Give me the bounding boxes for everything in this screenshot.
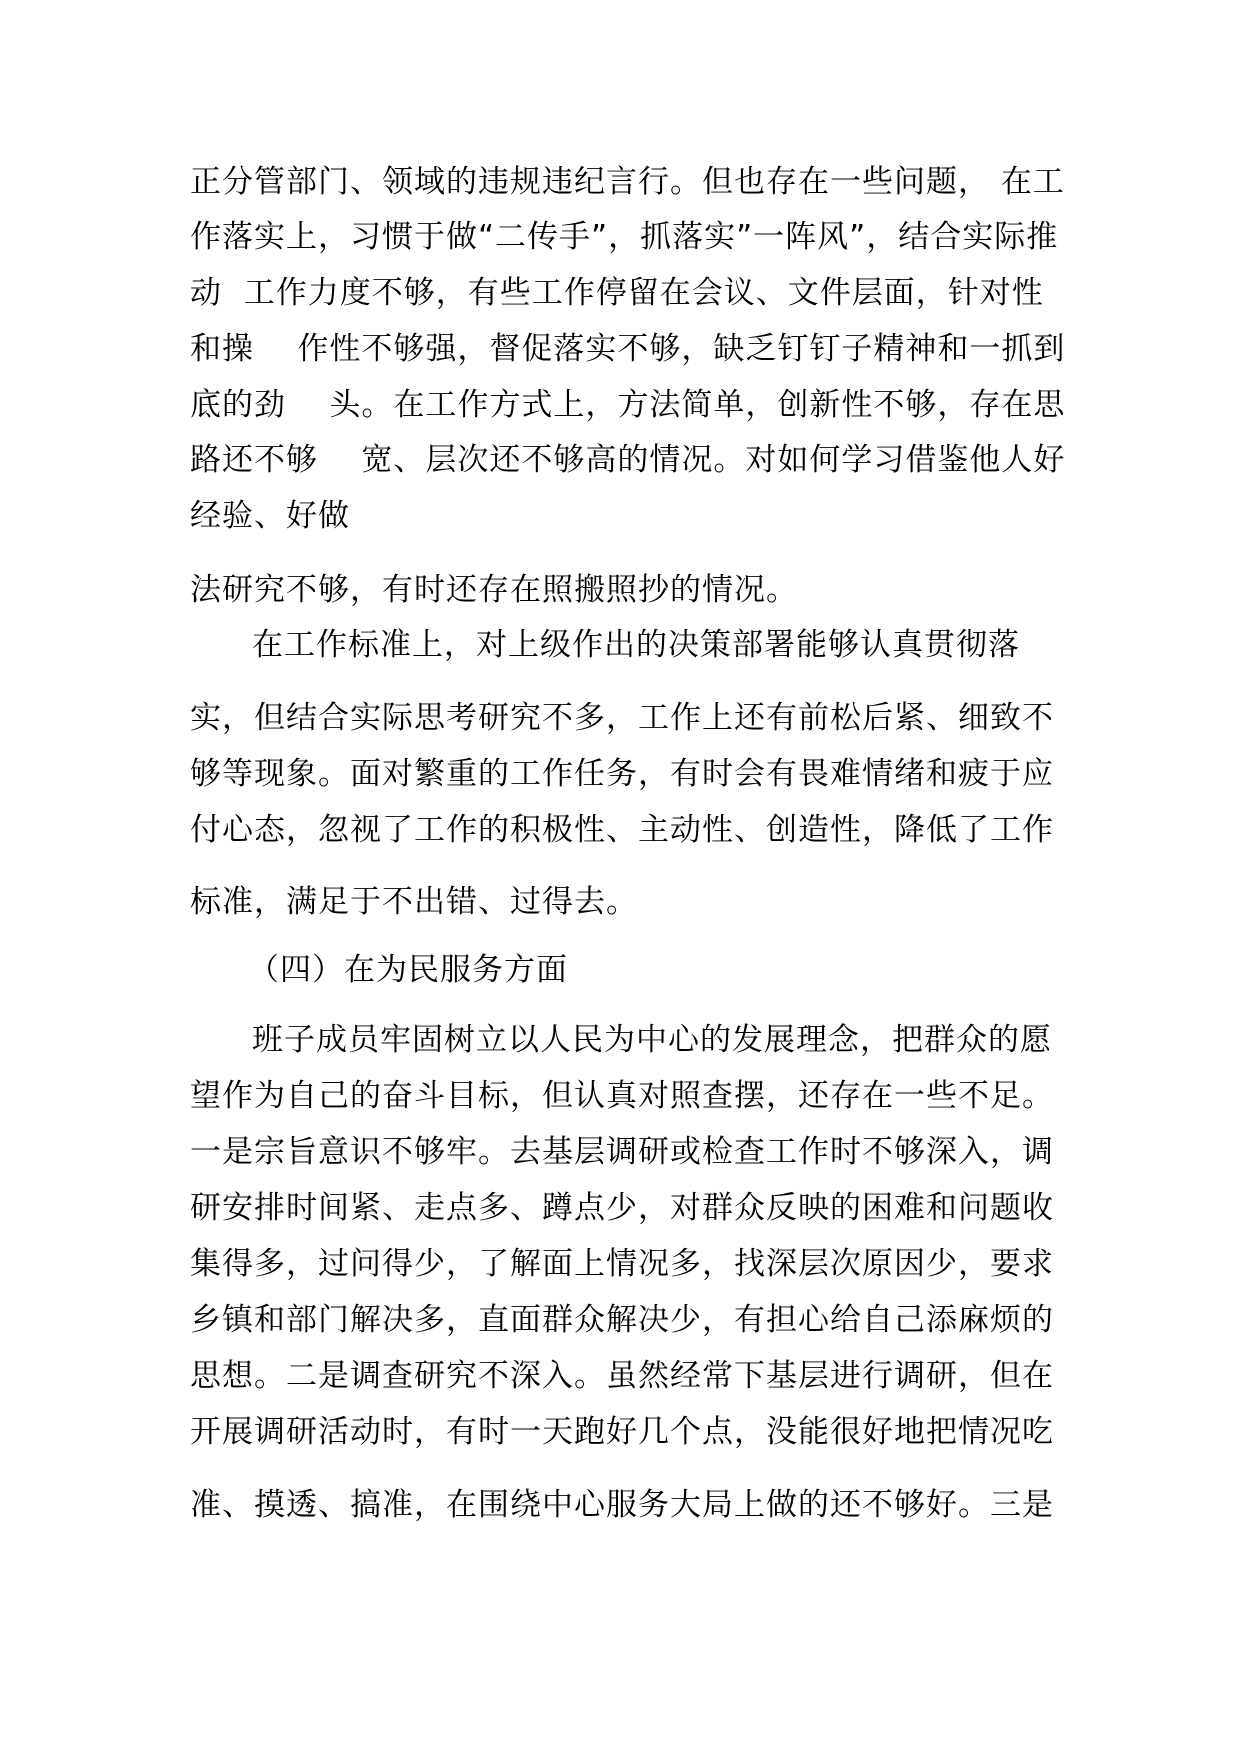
text-line: 作落实上，习惯于做“二传手”，抓落实”一阵风”，结合实际推 xyxy=(190,219,1059,255)
text-line: 望作为自己的奋斗目标，但认真对照查摆，还存在一些不足。 xyxy=(190,1078,1054,1114)
text-line: 正分管部门、领域的违规违纪言行。但也存在一些问题， 在工 xyxy=(190,164,1065,200)
text-line: 乡镇和部门解决多，直面群众解决少，有担心给自己添麻烦的 xyxy=(190,1302,1054,1338)
text-line: 实，但结合实际思考研究不多，工作上还有前松后紧、细致不 xyxy=(190,700,1054,736)
text-line: 付心态，忽视了工作的积极性、主动性、创造性，降低了工作 xyxy=(190,812,1054,848)
paragraph-first-line: 在工作标准上，对上级作出的决策部署能够认真贯彻落 xyxy=(252,627,1020,663)
text-line: 思想。二是调查研究不深入。虽然经常下基层进行调研，但在 xyxy=(190,1358,1054,1394)
text-line: 法研究不够，有时还存在照搬照抄的情况。 xyxy=(190,572,798,608)
text-line: 集得多，过问得少，了解面上情况多，找深层次原因少，要求 xyxy=(190,1246,1054,1282)
paragraph-first-line: 班子成员牢固树立以人民为中心的发展理念，把群众的愿 xyxy=(252,1022,1052,1058)
text-line: 和操 作性不够强，督促落实不够，缺乏钉钉子精神和一抓到 xyxy=(190,331,1066,367)
text-line: 标准，满足于不出错、过得去。 xyxy=(190,884,638,920)
text-line: 路还不够 宽、层次还不够高的情况。对如何学习借鉴他人好 xyxy=(190,442,1066,478)
text-line: 够等现象。面对繁重的工作任务，有时会有畏难情绪和疲于应 xyxy=(190,756,1054,792)
text-line: 研安排时间紧、走点多、蹲点少，对群众反映的困难和问题收 xyxy=(190,1190,1054,1226)
text-line: 一是宗旨意识不够牢。去基层调研或检查工作时不够深入，调 xyxy=(190,1134,1054,1170)
text-line: 动 工作力度不够，有些工作停留在会议、文件层面，针对性 xyxy=(190,275,1044,311)
section-heading: （四）在为民服务方面 xyxy=(248,952,568,988)
text-line: 准、摸透、搞准，在围绕中心服务大局上做的还不够好。三是 xyxy=(190,1487,1054,1523)
text-line: 开展调研活动时，有时一天跑好几个点，没能很好地把情况吃 xyxy=(190,1414,1054,1450)
text-line: 经验、好做 xyxy=(190,498,350,534)
text-line: 底的劲 头。在工作方式上，方法简单，创新性不够，存在思 xyxy=(190,387,1066,423)
